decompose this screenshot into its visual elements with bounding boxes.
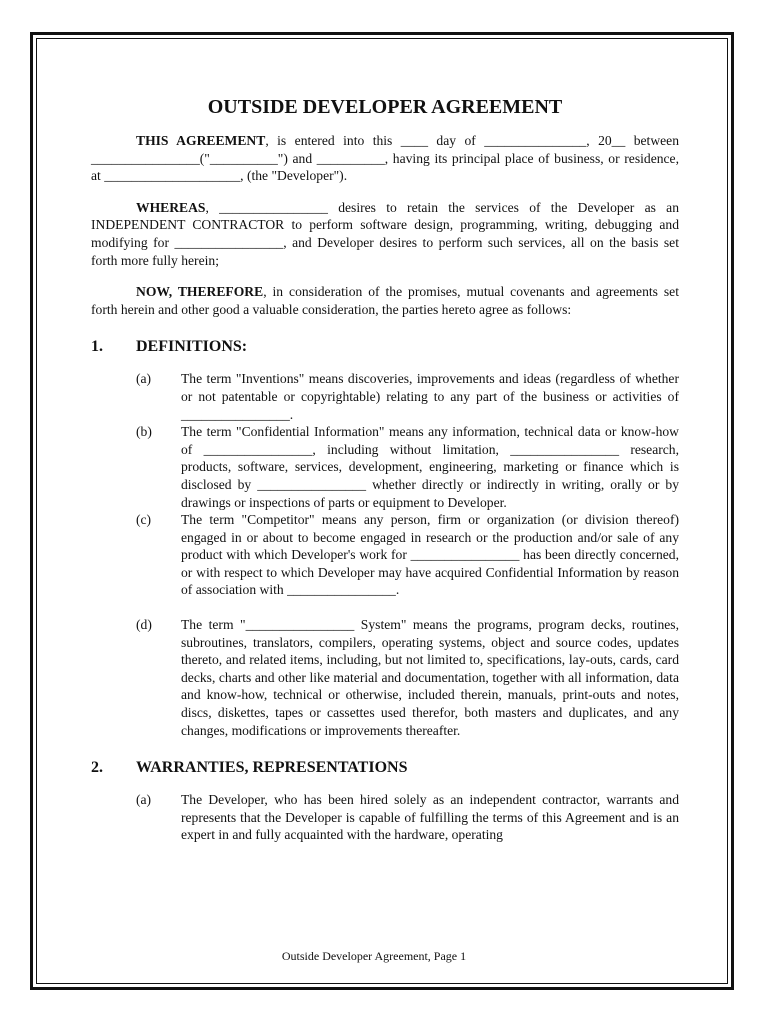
section-number: 2.: [91, 759, 103, 777]
therefore-text: , in consideration of the promises, mutual covenants and agreements set forth herein and other good a valuable consideration, the parties hereto agree as follows:: [91, 284, 679, 317]
item-label: (c): [136, 512, 152, 528]
item-label: (d): [136, 617, 152, 633]
item-label: (b): [136, 424, 152, 440]
item-label: (a): [136, 371, 152, 387]
section-2-heading: [91, 757, 679, 779]
whereas-text: , ________________ desires to retain the services of the Developer as an INDEPENDENT CONTRACTOR to perform software design, programming, writing, debugging and modifying for ________________, and Developer desires to perform such services, all on the basis set forth more fully herein;: [91, 199, 679, 268]
item-text: The term "Inventions" means discoveries, improvements and ideas (regardless of whether or not patentable or copyrightable) relating to any part of the business or activities of ________________.: [181, 371, 679, 422]
definition-item-b: [136, 423, 679, 511]
therefore-paragraph: [91, 283, 679, 318]
intro-paragraph: [91, 132, 679, 185]
section-1-heading: [91, 336, 679, 358]
item-label: (a): [136, 792, 152, 808]
definition-item-d: [136, 616, 679, 739]
item-text: The term "________________ System" means the programs, program decks, routines, subroutines, translators, compilers, operating systems, object and source codes, updates thereto, and related items, including, but not limited to, specifications, lay-outs, cards, card decks, charts and other like material and documentation, together with all information, data and know-how, technical or otherwise, included therein, manuals, print-outs and notes, discs, diskettes, tapes or cassettes used therefor, both masters and duplicates, and any changes, modifications or improvements thereafter.: [181, 617, 679, 738]
section-number: 1.: [91, 338, 103, 356]
item-text: The term "Confidential Information" means any information, technical data or know-how of ________________, including without limitation, ________________ research, products, software, services, development, engineering, marketing or finance which is disclosed by ________________ whether directly or indirectly in writing, orally or by drawings or inspections of parts or equipment to Developer.: [181, 424, 679, 510]
section-title: DEFINITIONS:: [136, 338, 248, 356]
document-title: OUTSIDE DEVELOPER AGREEMENT: [207, 96, 563, 118]
therefore-lead: NOW, THEREFORE: [136, 284, 264, 300]
intro-lead: THIS AGREEMENT: [136, 133, 266, 148]
whereas-paragraph: [91, 199, 679, 269]
warranty-item-a: [136, 791, 679, 844]
item-text: The term "Competitor" means any person, firm or organization (or division thereof) engaged in or about to become engaged in research or the production and/or sale of any product with which Developer's work for ________________ has been directly concerned, or with respect to which Developer may have acquired Confidential Information by reason of association with ________________.: [181, 512, 679, 598]
intro-text: , is entered into this ____ day of _______________, 20__ between ________________("__________") and __________, having its principal place of business, or residence, at ____________________, (the "Developer").: [91, 133, 679, 184]
item-text: The Developer, who has been hired solely as an independent contractor, warrants and represents that the Developer is capable of fulfilling the terms of this Agreement and is an expert in and fully acquainted with the hardware, operating: [181, 792, 679, 843]
page-footer: Outside Developer Agreement, Page 1: [281, 949, 467, 963]
definition-item-a: [136, 370, 679, 423]
definition-item-c: [136, 511, 679, 599]
document-page: [91, 94, 679, 844]
whereas-lead: WHEREAS: [136, 199, 206, 215]
section-title: WARRANTIES, REPRESENTATIONS: [136, 759, 408, 777]
